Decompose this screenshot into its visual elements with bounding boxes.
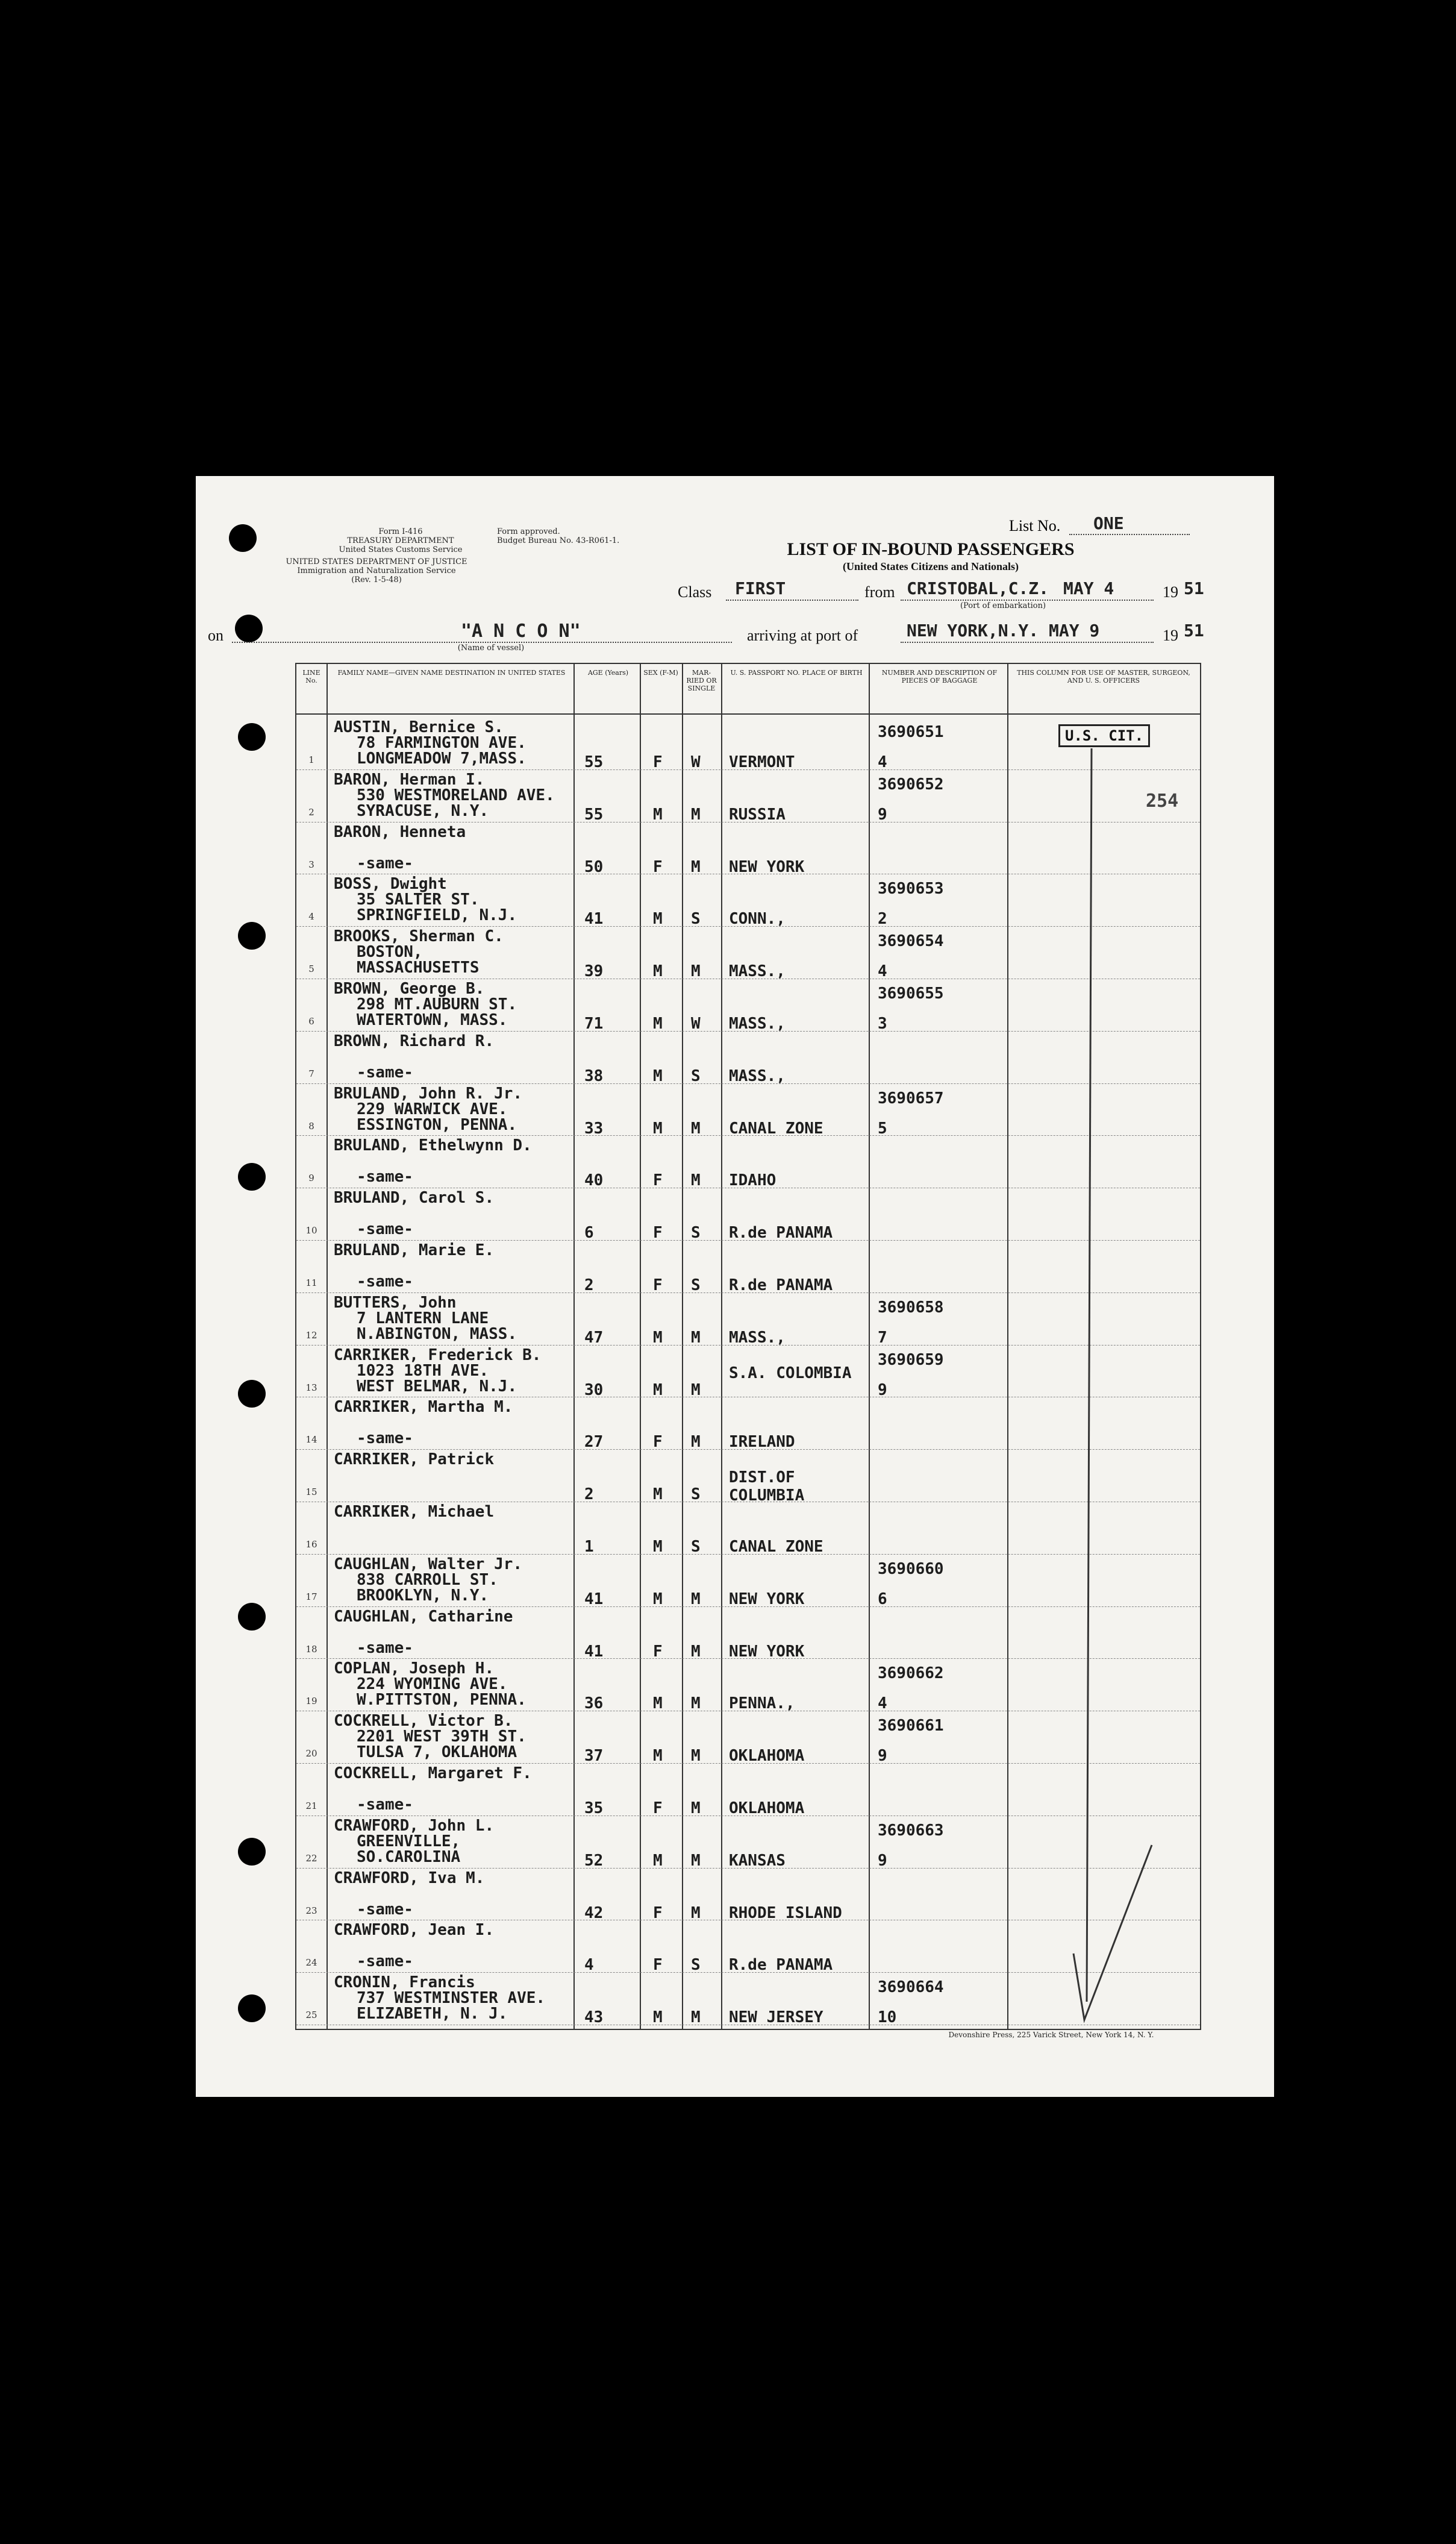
line-number: 18 (305, 1643, 317, 1655)
age-value: 41 (584, 1642, 604, 1661)
column-header-line: LINE No. (302, 669, 320, 685)
form-number: Form I-416 (378, 527, 423, 536)
line-number: 7 (308, 1068, 314, 1079)
birthplace-value: VERMONT (729, 753, 795, 771)
sex-value: M (653, 1119, 663, 1138)
passenger-name: CARRIKER, Martha M. (334, 1398, 513, 1417)
birthplace-value: NEW YORK (729, 1590, 805, 1608)
marital-value: S (691, 1067, 701, 1085)
marital-value: M (691, 1799, 701, 1817)
birthplace-value: NEW JERSEY (729, 2008, 823, 2027)
baggage-pieces: 6 (878, 1590, 887, 1608)
address-city: -same- (357, 1168, 413, 1186)
line-number: 20 (305, 1748, 317, 1759)
baggage-number: 3690661 (878, 1717, 944, 1735)
birthplace-value: MASS., (729, 1067, 786, 1085)
punch-hole (238, 1603, 266, 1631)
sex-value: M (653, 1851, 663, 1870)
marital-value: M (691, 1590, 701, 1608)
from-label: from (864, 583, 895, 601)
address-line: 838 CARROLL ST. (357, 1570, 498, 1589)
line-number: 14 (305, 1434, 317, 1446)
birthplace-value: OKLAHOMA (729, 1747, 805, 1765)
punch-hole (229, 524, 257, 552)
embarkation-port: CRISTOBAL,C.Z. (907, 578, 1049, 598)
sex-value: M (653, 1747, 663, 1765)
passenger-name: BRULAND, John R. Jr. (334, 1084, 523, 1103)
marital-value: M (691, 1328, 701, 1347)
address-city: W.PITTSTON, PENNA. (357, 1691, 526, 1709)
birthplace-value: CONN., (729, 910, 786, 929)
column-header-sex: SEX (F-M) (643, 669, 678, 677)
column-header-baggage: NUMBER AND DESCRIPTION OF PIECES OF BAGGAGE (881, 669, 998, 685)
address-city: WEST BELMAR, N.J. (357, 1377, 517, 1396)
baggage-number: 3690653 (878, 880, 944, 898)
arrival-line (901, 642, 1154, 643)
address-line: 229 WARWICK AVE. (357, 1100, 508, 1118)
form-approval (497, 527, 654, 545)
marital-value: M (691, 1903, 701, 1922)
baggage-number: 3690663 (878, 1821, 944, 1840)
marital-value: M (691, 1433, 701, 1452)
year-prefix: 19 (1163, 583, 1178, 601)
line-number: 15 (305, 1487, 317, 1498)
birthplace-value: CANAL ZONE (729, 1119, 823, 1138)
class-label: Class (678, 583, 712, 601)
baggage-pieces: 9 (878, 805, 887, 824)
birthplace-value: R.de PANAMA (729, 1276, 833, 1294)
punch-hole (238, 723, 266, 751)
vessel-note: (Name of vessel) (457, 644, 525, 653)
age-value: 38 (584, 1067, 604, 1085)
sex-value: F (653, 1956, 663, 1975)
baggage-pieces: 9 (878, 1851, 887, 1870)
stamp-number: 254 (1146, 791, 1179, 812)
address-city: -same- (357, 854, 413, 873)
approval-text: Form approved. (497, 527, 560, 536)
marital-value: S (691, 1538, 701, 1556)
punch-hole (235, 615, 263, 642)
line-number: 9 (308, 1173, 314, 1184)
passenger-name: BOSS, Dwight (334, 875, 447, 894)
arriving-label: arriving at port of (747, 627, 858, 644)
age-value: 55 (584, 805, 604, 824)
page-subtitle: (United States Citizens and Nationals) (842, 560, 1019, 572)
vessel-name: "A N C O N" (461, 621, 581, 642)
sex-value: M (653, 1590, 663, 1608)
marital-value: M (691, 1380, 701, 1399)
sex-value: F (653, 753, 663, 771)
column-header-passport: U. S. PASSPORT NO. PLACE OF BIRTH (730, 669, 863, 677)
marital-value: M (691, 1171, 701, 1190)
sex-value: F (653, 1642, 663, 1661)
marital-value: S (691, 1224, 701, 1242)
address-city: -same- (357, 1063, 413, 1082)
address-city: SYRACUSE, N.Y. (357, 801, 489, 820)
sex-value: M (653, 1380, 663, 1399)
sex-value: F (653, 1433, 663, 1452)
birthplace-value: R.de PANAMA (729, 1956, 833, 1975)
passenger-name: BARON, Henneta (334, 822, 466, 841)
address-city: N.ABINGTON, MASS. (357, 1324, 517, 1343)
column-header-marital: MAR-RIED OR SINGLE (686, 669, 717, 692)
baggage-number: 3690654 (878, 932, 944, 951)
address-line: 1023 18TH AVE. (357, 1361, 489, 1380)
address-city: -same- (357, 1429, 413, 1448)
birthplace-value: RHODE ISLAND (729, 1903, 842, 1922)
passenger-name: CRAWFORD, John L. (334, 1816, 495, 1835)
line-number: 13 (305, 1382, 317, 1393)
baggage-pieces: 9 (878, 1747, 887, 1765)
address-city: MASSACHUSETTS (357, 959, 480, 977)
punch-hole (238, 1994, 266, 2022)
address-city: -same- (357, 1638, 413, 1657)
line-number: 1 (308, 754, 314, 765)
age-value: 30 (584, 1380, 604, 1399)
birthplace-value: MASS., (729, 962, 786, 981)
sex-value: M (653, 1015, 663, 1033)
passenger-table (295, 663, 1201, 2030)
address-city: -same- (357, 1952, 413, 1971)
marital-value: M (691, 1747, 701, 1765)
age-value: 50 (584, 857, 604, 876)
birthplace-value: IRELAND (729, 1433, 795, 1452)
passenger-name: COCKRELL, Victor B. (334, 1712, 513, 1731)
sex-value: M (653, 1485, 663, 1504)
marital-value: M (691, 1119, 701, 1138)
column-header-age: AGE (Years) (587, 669, 629, 677)
birthplace-value: RUSSIA (729, 805, 786, 824)
baggage-number: 3690664 (878, 1978, 944, 1997)
passenger-name: COCKRELL, Margaret F. (334, 1764, 532, 1782)
address-city: SPRINGFIELD, N.J. (357, 906, 517, 925)
birthplace-value: MASS., (729, 1015, 786, 1033)
address-line: 35 SALTER ST. (357, 891, 480, 909)
punch-hole (238, 1380, 266, 1408)
age-value: 71 (584, 1015, 604, 1033)
department-name: UNITED STATES DEPARTMENT OF JUSTICE (286, 557, 467, 566)
age-value: 37 (584, 1747, 604, 1765)
baggage-pieces: 5 (878, 1119, 887, 1138)
passenger-name: CRONIN, Francis (334, 1973, 475, 1992)
year-suffix: 51 (1184, 578, 1204, 598)
address-city: -same- (357, 1796, 413, 1814)
marital-value: M (691, 1642, 701, 1661)
department-subname: United States Customs Service (339, 545, 463, 554)
address-city: SO.CAROLINA (357, 1847, 461, 1866)
age-value: 40 (584, 1171, 604, 1190)
marital-value: S (691, 1485, 701, 1504)
age-value: 2 (584, 1276, 594, 1294)
punch-hole (238, 922, 266, 950)
age-value: 36 (584, 1694, 604, 1713)
sex-value: M (653, 1694, 663, 1713)
department-name: TREASURY DEPARTMENT (347, 536, 454, 545)
baggage-number: 3690655 (878, 985, 944, 1003)
address-line: 737 WESTMINSTER AVE. (357, 1989, 546, 2008)
printer-imprint: Devonshire Press, 225 Varick Street, New York 14, N. Y. (948, 2031, 1154, 2039)
passenger-name: BRULAND, Marie E. (334, 1241, 495, 1259)
year-prefix: 19 (1163, 627, 1178, 644)
age-value: 6 (584, 1224, 594, 1242)
marital-value: M (691, 857, 701, 876)
birthplace-value: NEW YORK (729, 857, 805, 876)
age-value: 27 (584, 1433, 604, 1452)
baggage-number: 3690660 (878, 1559, 944, 1578)
birthplace-value: S.A. COLOMBIA (729, 1364, 852, 1382)
age-value: 47 (584, 1328, 604, 1347)
passenger-name: BROWN, George B. (334, 980, 485, 998)
address-line: 78 FARMINGTON AVE. (357, 734, 526, 752)
line-number: 2 (308, 806, 314, 818)
arrival-port: NEW YORK,N.Y. MAY 9 (907, 621, 1100, 641)
manifest-page (196, 476, 1274, 2097)
address-line: 530 WESTMORELAND AVE. (357, 786, 555, 804)
sex-value: F (653, 1171, 663, 1190)
line-number: 3 (308, 859, 314, 870)
age-value: 33 (584, 1119, 604, 1138)
form-header-justice (262, 557, 491, 584)
passenger-name: BUTTERS, John (334, 1293, 457, 1312)
passenger-name: CAUGHLAN, Catharine (334, 1607, 513, 1626)
birthplace-value: MASS., (729, 1328, 786, 1347)
embarkation-date: MAY 4 (1063, 578, 1114, 598)
baggage-pieces: 7 (878, 1328, 887, 1347)
line-number: 8 (308, 1120, 314, 1132)
line-number: 17 (305, 1591, 317, 1602)
us-citizen-stamp: U.S. CIT. (1058, 724, 1150, 747)
column-header-officers: THIS COLUMN FOR USE OF MASTER, SURGEON, AND U. S. OFFICERS (1017, 669, 1190, 685)
line-number: 10 (305, 1225, 317, 1236)
class-line (726, 600, 858, 601)
sex-value: M (653, 962, 663, 981)
address-line: 298 MT.AUBURN ST. (357, 995, 517, 1014)
line-number: 22 (305, 1852, 317, 1864)
marital-value: S (691, 1276, 701, 1294)
sex-value: F (653, 1224, 663, 1242)
address-city: ESSINGTON, PENNA. (357, 1115, 517, 1134)
baggage-number: 3690662 (878, 1664, 944, 1683)
baggage-number: 3690658 (878, 1298, 944, 1317)
line-number: 11 (305, 1277, 317, 1288)
on-label: on (208, 627, 223, 644)
birthplace-value: PENNA., (729, 1694, 795, 1713)
sex-value: M (653, 805, 663, 824)
year-suffix: 51 (1184, 621, 1204, 641)
list-number-line (1069, 534, 1190, 535)
age-value: 1 (584, 1538, 594, 1556)
marital-value: M (691, 1694, 701, 1713)
passenger-name: CARRIKER, Frederick B. (334, 1346, 542, 1364)
age-value: 39 (584, 962, 604, 981)
marital-value: M (691, 2008, 701, 2027)
baggage-number: 3690651 (878, 723, 944, 741)
birthplace-value: CANAL ZONE (729, 1538, 823, 1556)
budget-number: Budget Bureau No. 43-R061-1. (497, 536, 620, 545)
passenger-name: AUSTIN, Bernice S. (334, 718, 504, 736)
age-value: 4 (584, 1956, 594, 1975)
passenger-name: CARRIKER, Patrick (334, 1450, 495, 1469)
line-number: 19 (305, 1696, 317, 1707)
birthplace-value: DIST.OF COLUMBIA (729, 1468, 805, 1505)
marital-value: W (691, 753, 701, 771)
age-value: 52 (584, 1851, 604, 1870)
address-city: -same- (357, 1900, 413, 1919)
passenger-name: BROOKS, Sherman C. (334, 927, 504, 946)
age-value: 41 (584, 910, 604, 929)
line-number: 21 (305, 1800, 317, 1811)
marital-value: W (691, 1015, 701, 1033)
sex-value: F (653, 1799, 663, 1817)
baggage-number: 3690652 (878, 775, 944, 794)
passenger-name: CRAWFORD, Jean I. (334, 1921, 495, 1940)
list-number-value: ONE (1093, 513, 1124, 533)
line-number: 4 (308, 911, 314, 923)
sex-value: M (653, 910, 663, 929)
address-line: 7 LANTERN LANE (357, 1309, 489, 1327)
line-number: 5 (308, 963, 314, 975)
sex-value: F (653, 857, 663, 876)
line-number: 6 (308, 1016, 314, 1027)
address-city: WATERTOWN, MASS. (357, 1011, 508, 1029)
baggage-number: 3690657 (878, 1089, 944, 1108)
marital-value: S (691, 910, 701, 929)
age-value: 2 (584, 1485, 594, 1504)
form-header-treasury (310, 527, 491, 554)
line-number: 24 (305, 1957, 317, 1969)
age-value: 55 (584, 753, 604, 771)
birthplace-value: IDAHO (729, 1171, 776, 1190)
passenger-name: BARON, Herman I. (334, 770, 485, 789)
sex-value: F (653, 1276, 663, 1294)
baggage-number: 3690659 (878, 1350, 944, 1369)
passenger-name: COPLAN, Joseph H. (334, 1659, 495, 1678)
baggage-pieces: 2 (878, 910, 887, 929)
baggage-pieces: 4 (878, 753, 887, 771)
baggage-pieces: 4 (878, 1694, 887, 1713)
department-subname: Immigration and Naturalization Service (297, 566, 456, 575)
address-city: BROOKLYN, N.Y. (357, 1586, 489, 1605)
revision-date: (Rev. 1-5-48) (351, 575, 402, 584)
page-title: LIST OF IN-BOUND PASSENGERS (787, 539, 1075, 559)
marital-value: M (691, 1851, 701, 1870)
marital-value: S (691, 1956, 701, 1975)
baggage-pieces: 4 (878, 962, 887, 981)
age-value: 35 (584, 1799, 604, 1817)
age-value: 43 (584, 2008, 604, 2027)
address-line: 224 WYOMING AVE. (357, 1675, 508, 1694)
address-line: GREENVILLE, (357, 1832, 461, 1850)
embarkation-note: (Port of embarkation) (960, 601, 1046, 610)
passenger-name: BROWN, Richard R. (334, 1032, 495, 1050)
column-header-name: FAMILY NAME—GIVEN NAME DESTINATION IN UNITED STATES (337, 669, 566, 677)
from-line (901, 600, 1154, 601)
birthplace-value: NEW YORK (729, 1642, 805, 1661)
punch-hole (238, 1163, 266, 1191)
address-line: 2201 WEST 39TH ST. (357, 1728, 526, 1746)
baggage-pieces: 10 (878, 2008, 897, 2027)
age-value: 42 (584, 1903, 604, 1922)
address-city: TULSA 7, OKLAHOMA (357, 1743, 517, 1762)
address-line: BOSTON, (357, 943, 423, 962)
age-value: 41 (584, 1590, 604, 1608)
sex-value: M (653, 1067, 663, 1085)
sex-value: M (653, 1538, 663, 1556)
marital-value: M (691, 962, 701, 981)
birthplace-value: KANSAS (729, 1851, 786, 1870)
sex-value: M (653, 1328, 663, 1347)
line-number: 25 (305, 2010, 317, 2021)
punch-hole (238, 1838, 266, 1866)
vessel-line (232, 642, 732, 643)
baggage-pieces: 9 (878, 1380, 887, 1399)
line-number: 12 (305, 1329, 317, 1341)
baggage-pieces: 3 (878, 1015, 887, 1033)
address-city: LONGMEADOW 7,MASS. (357, 750, 526, 768)
birthplace-value: R.de PANAMA (729, 1224, 833, 1242)
officer-check-marks (1049, 748, 1170, 2026)
list-number-label: List No. (1009, 517, 1061, 534)
sex-value: M (653, 2008, 663, 2027)
line-number: 16 (305, 1539, 317, 1550)
passenger-name: CARRIKER, Michael (334, 1503, 495, 1521)
address-city: ELIZABETH, N. J. (357, 2005, 508, 2023)
passenger-name: CAUGHLAN, Walter Jr. (334, 1555, 523, 1573)
marital-value: M (691, 805, 701, 824)
passenger-name: BRULAND, Ethelwynn D. (334, 1136, 532, 1155)
line-number: 23 (305, 1905, 317, 1916)
birthplace-value: OKLAHOMA (729, 1799, 805, 1817)
passenger-name: BRULAND, Carol S. (334, 1189, 495, 1208)
address-city: -same- (357, 1273, 413, 1291)
sex-value: F (653, 1903, 663, 1922)
passenger-name: CRAWFORD, Iva M. (334, 1869, 485, 1887)
address-city: -same- (357, 1220, 413, 1239)
class-value: FIRST (735, 578, 786, 598)
